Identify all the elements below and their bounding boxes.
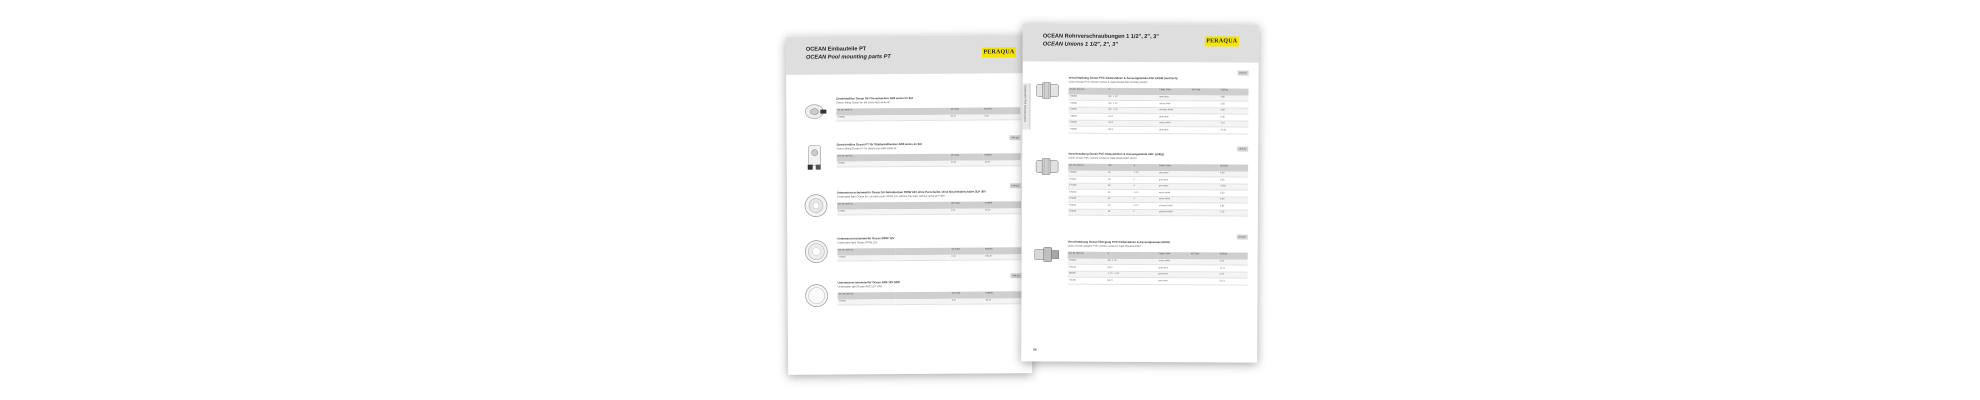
table-cell: 50 / 1 1/2	[1107, 94, 1143, 100]
table-cell: 2	[1132, 196, 1158, 203]
table-cell: 6,20	[1219, 272, 1248, 279]
page-number: 65	[1033, 347, 1037, 352]
table-cell: 7,20	[983, 114, 1020, 120]
table-row	[1068, 126, 1248, 133]
table-cell: grau grey	[1158, 271, 1190, 278]
product-union-inch	[1032, 147, 1248, 214]
product-spec-table	[837, 201, 1021, 215]
product-return-fitting-steel	[801, 136, 1021, 165]
table-cell	[1191, 127, 1220, 134]
table-header: Art.-Nr. Item no.	[837, 248, 895, 255]
table-cell	[1142, 278, 1157, 285]
product-title: Verschraubung Ocean Übergang PVC Klebestutzen & Aussengewinde EPDM	[1067, 239, 1170, 245]
product-subtitle: Union Ocean PVC solvent socket & male thread AGF (inch)	[1068, 156, 1137, 160]
table-cell: 20 St	[950, 160, 984, 166]
product-underwater-light-300w	[801, 235, 1021, 259]
table-header: Art.-Nr. Item no.	[837, 154, 895, 161]
table-header: Art.-Nr. Item no.	[1068, 252, 1107, 259]
product-return-fitting-tile	[800, 95, 1020, 119]
table-cell: 775090	[1068, 126, 1107, 133]
table-cell: 90 /3	[1107, 126, 1143, 133]
table-header: EUR/St.	[1220, 88, 1249, 95]
table-cell: 4,80	[1219, 171, 1248, 177]
product-subtitle: Underwater light Ocean ABS 12V 50W	[837, 285, 882, 289]
table-header: EUR/St.	[983, 153, 1020, 160]
table-header: Art.-Nr. Item no.	[1069, 88, 1108, 95]
table-cell: 90 /3	[1107, 277, 1143, 284]
table-cell: 780057	[1068, 271, 1107, 278]
product-title: Unterwasserscheinwerfer Ocean 300W 12V	[837, 236, 895, 241]
product-spec-table	[838, 291, 1022, 305]
table-cell: 20 St	[950, 114, 984, 120]
table-cell	[895, 208, 950, 214]
table-cell: 775040	[1068, 113, 1107, 120]
table-header: Art.-Nr. Item no.	[1068, 164, 1107, 171]
table-cell: 50 / 1 1/2	[1107, 100, 1143, 107]
unit-label: Unit pc	[1009, 183, 1020, 188]
right-page-header	[1023, 23, 1259, 62]
table-cell: 774000	[836, 115, 894, 121]
table-header: VE Pack	[951, 291, 985, 298]
table-cell: 5,50	[1219, 190, 1248, 197]
table-cell	[896, 254, 951, 260]
table-cell: 774004	[838, 299, 896, 305]
table-cell: grau grey	[1158, 177, 1190, 184]
table-cell: 6 St	[951, 298, 985, 304]
product-subtitle: Underwater light Ocean 300W 12V	[837, 241, 878, 245]
product-subtitle: Return fitting Ocean for tile pools ABS white kit	[836, 101, 890, 105]
product-spec-table	[837, 247, 1021, 261]
table-cell: 1 1/2 - 1 1/2	[1107, 271, 1143, 278]
table-cell: 775065	[1068, 107, 1107, 114]
table-cell: 10,20	[983, 160, 1020, 166]
table-header: VE Pack	[950, 153, 984, 160]
table-cell: 5,50	[1220, 101, 1249, 108]
table-cell: 776200	[1068, 277, 1107, 284]
table-cell	[896, 298, 951, 304]
pipe-adaptor-icon	[1032, 239, 1062, 269]
product-title: Unterwasserscheinwerfer Ocean für Betonbecken 300W 12V ohne Parscheibe, ohne Nischeladeschalen 2LP 300	[836, 189, 986, 195]
table-cell: 6 St	[951, 254, 985, 260]
table-cell: 50 / 1 1/2	[1107, 107, 1143, 114]
table-row	[1068, 277, 1248, 284]
table-cell: 775025	[1068, 202, 1107, 209]
table-header: EUR/St.	[1219, 252, 1248, 259]
table-cell: 40	[1107, 189, 1133, 196]
table-cell: 6 St	[950, 208, 984, 214]
right-catalog-page	[1021, 23, 1259, 362]
right-page-subtitle: OCEAN Unions 1 1/2", 2", 3"	[1042, 41, 1118, 48]
table-cell: 7,10	[1219, 210, 1248, 217]
underwater-light-icon	[801, 191, 831, 221]
table-cell: grau grey	[1158, 95, 1190, 101]
product-spec-table	[1068, 164, 1248, 217]
table-header: EUR/St.	[984, 201, 1021, 208]
product-spec-table	[836, 107, 1020, 121]
product-subtitle: Union Ocean PVC solvent socket & male thread AGF EPDM (metric)	[1068, 80, 1148, 85]
table-cell: 6,80	[1220, 108, 1249, 115]
peraqua-logo: PERAQUA	[1205, 36, 1239, 46]
table-cell: 775030	[1068, 189, 1107, 196]
table-header: EUR/St.	[1219, 164, 1248, 171]
side-tab-label: Einbauteile Pool mounting parts	[1023, 85, 1027, 123]
return-fitting-kit-icon	[801, 143, 831, 173]
table-cell: grau grey	[1158, 278, 1190, 285]
left-page-header	[786, 35, 1030, 75]
table-cell: 6,40	[1219, 114, 1248, 121]
product-title: Verschraubung Ocean PVC Klebestutzen & Aussengewinde AGF EPDM (metrisch)	[1068, 75, 1178, 81]
table-header: EUR/St.	[984, 291, 1021, 298]
return-fitting-icon	[800, 97, 830, 127]
table-row	[1068, 209, 1248, 216]
table-cell: 50 / 1 1/2	[1107, 258, 1143, 264]
table-cell: weiss white	[1158, 190, 1190, 197]
table-cell: 6,80	[1219, 197, 1248, 204]
table-header: Farbe Color	[1158, 88, 1190, 95]
table-cell: 775050	[1068, 94, 1107, 100]
product-spec-table	[1068, 88, 1248, 135]
table-cell: 50	[1107, 196, 1133, 203]
pipe-union-icon	[1032, 75, 1062, 105]
table-cell: 6,20	[1219, 259, 1248, 265]
underwater-light-icon	[801, 237, 831, 267]
left-page-title: OCEAN Einbauteile PT	[805, 46, 867, 53]
unit-label: Unit pc	[1237, 71, 1248, 76]
table-cell: 1 1/2	[1132, 190, 1158, 197]
table-cell: grau grey	[1158, 183, 1190, 190]
table-header: A	[1107, 252, 1143, 259]
table-cell: 775060	[1068, 100, 1107, 107]
product-union-metric	[1033, 71, 1249, 132]
table-cell: grau grey	[1158, 114, 1190, 121]
table-cell: 49,20	[984, 298, 1021, 304]
product-title: Verschraubung Ocean PVC Klebestutzen & Aussengewinde AGF (zöllig)	[1068, 151, 1164, 157]
table-cell: 775020	[1068, 176, 1107, 183]
table-cell	[1143, 127, 1158, 134]
table-cell: 1 1/2	[1133, 171, 1159, 177]
table-cell: 5,90	[1219, 177, 1248, 184]
table-cell: 7,10	[1219, 121, 1248, 128]
peraqua-logo: PERAQUA	[982, 47, 1016, 57]
table-header: VE Pack	[1191, 88, 1220, 95]
unit-label: Unit pc	[1237, 147, 1248, 152]
product-union-adaptor	[1032, 235, 1248, 283]
table-cell: 775100	[1068, 183, 1107, 190]
table-cell: 2	[1132, 209, 1158, 216]
section-side-tab	[1022, 83, 1030, 129]
table-cell: 63 /2	[1107, 120, 1143, 127]
table-cell: schwarz black	[1158, 203, 1190, 210]
table-cell: 2	[1133, 177, 1159, 184]
table-cell: 776000	[1068, 258, 1107, 264]
table-header: Farbe Color	[1158, 252, 1190, 259]
table-cell: weiss white	[1158, 196, 1190, 203]
table-cell: 1 1/2	[1132, 203, 1158, 210]
table-header: VE Pack	[949, 107, 983, 114]
product-underwater-light-concrete	[801, 184, 1021, 213]
unit-label: Unit pc	[1010, 273, 1021, 278]
table-cell: weiss white	[1158, 101, 1190, 108]
table-cell: 775035	[1068, 196, 1107, 203]
table-header: VE Pack	[950, 247, 984, 254]
table-cell: 12,11	[1219, 265, 1248, 272]
table-cell: 776100	[1068, 264, 1107, 271]
table-cell: 775080	[1068, 120, 1107, 127]
table-header: A	[1133, 164, 1159, 171]
table-cell: 775045	[1068, 209, 1107, 216]
table-cell: 53,11	[1219, 278, 1248, 285]
table-cell	[895, 160, 950, 166]
table-row	[838, 298, 1022, 305]
table-row	[837, 254, 1021, 261]
table-header: Art.-Nr. Item no.	[838, 292, 896, 299]
product-subtitle: Return fitting Ocean PT for steel pools ABS white kit	[836, 147, 897, 151]
product-underwater-light-abs	[802, 274, 1022, 303]
product-title: Einströmdüse Ocean PT für Stahlwandbecken ABS weiss im Set	[836, 141, 922, 147]
table-cell: 4,80	[1220, 95, 1249, 101]
table-cell: schwarz black	[1158, 209, 1190, 216]
product-title: Unterwasserscheinwerfer Ocean ABS 12V 50W	[837, 280, 900, 285]
table-row	[837, 208, 1021, 215]
table-cell: 774003	[837, 255, 895, 261]
table-header: DN	[1107, 164, 1133, 171]
table-cell	[1190, 278, 1219, 285]
product-subtitle: Union Ocean adaptor PVC solvent socket & male thread EPDM	[1067, 244, 1141, 249]
table-cell: 5,80	[1219, 203, 1248, 210]
product-subtitle: Underwater light Ocean for concrete pools 300W 12V without Par bulb, without niche 2LP 300	[836, 194, 945, 199]
table-cell: grau grey	[1158, 265, 1190, 272]
table-header: A	[1108, 88, 1144, 95]
table-cell: 50	[1107, 176, 1133, 183]
product-spec-table	[1068, 252, 1248, 286]
table-cell: 50	[1107, 209, 1133, 216]
table-cell: grau grey	[1158, 171, 1190, 177]
table-cell: 63 /2	[1107, 113, 1143, 120]
unit-label: Unit pc	[1236, 235, 1247, 240]
table-header: Art.-Nr. Item no.	[837, 202, 895, 209]
table-cell	[1190, 209, 1219, 216]
unit-label: Unit pc	[1009, 135, 1020, 140]
table-cell: 24,50	[1219, 184, 1248, 191]
table-cell: 24,30	[1219, 127, 1248, 134]
table-header: EUR/St.	[983, 107, 1020, 114]
underwater-light-icon	[802, 281, 832, 311]
table-cell: 40	[1107, 170, 1133, 176]
table-cell: 100,20	[984, 254, 1021, 260]
table-cell: 774001	[837, 161, 895, 167]
product-spec-table	[837, 153, 1021, 167]
left-page-subtitle: OCEAN Pool mounting parts PT	[805, 54, 891, 61]
table-header: VE Pack	[1190, 252, 1219, 259]
table-header: EUR/St.	[984, 247, 1021, 254]
left-catalog-page	[786, 35, 1032, 375]
table-cell: 40	[1107, 202, 1133, 209]
table-cell: schwarz black	[1158, 107, 1190, 114]
table-cell: weiss white	[1158, 120, 1190, 127]
table-cell: 775000	[1068, 170, 1107, 176]
table-cell	[895, 114, 950, 120]
table-cell: 774002	[837, 209, 895, 215]
table-row	[837, 160, 1021, 167]
table-cell: 70,20	[984, 208, 1021, 214]
table-cell: 63 /2	[1107, 264, 1143, 271]
table-header: Art.-Nr. Item no.	[836, 108, 894, 115]
product-title: Einströmdüse Ocean für Fliesenbecken ABS weiss im Set	[836, 95, 913, 101]
right-page-title: OCEAN Rohrverschraubungen 1 1/2", 2", 3"	[1042, 33, 1159, 41]
table-row	[836, 114, 1020, 121]
table-cell: 80	[1107, 183, 1133, 190]
pipe-union-icon	[1032, 151, 1062, 181]
table-cell: grau grey	[1158, 127, 1190, 134]
table-header: Farbe Color	[1158, 164, 1190, 171]
table-header: VE Pack	[950, 201, 984, 208]
table-cell: 3	[1133, 183, 1159, 190]
table-cell: weiss white	[1158, 259, 1190, 265]
